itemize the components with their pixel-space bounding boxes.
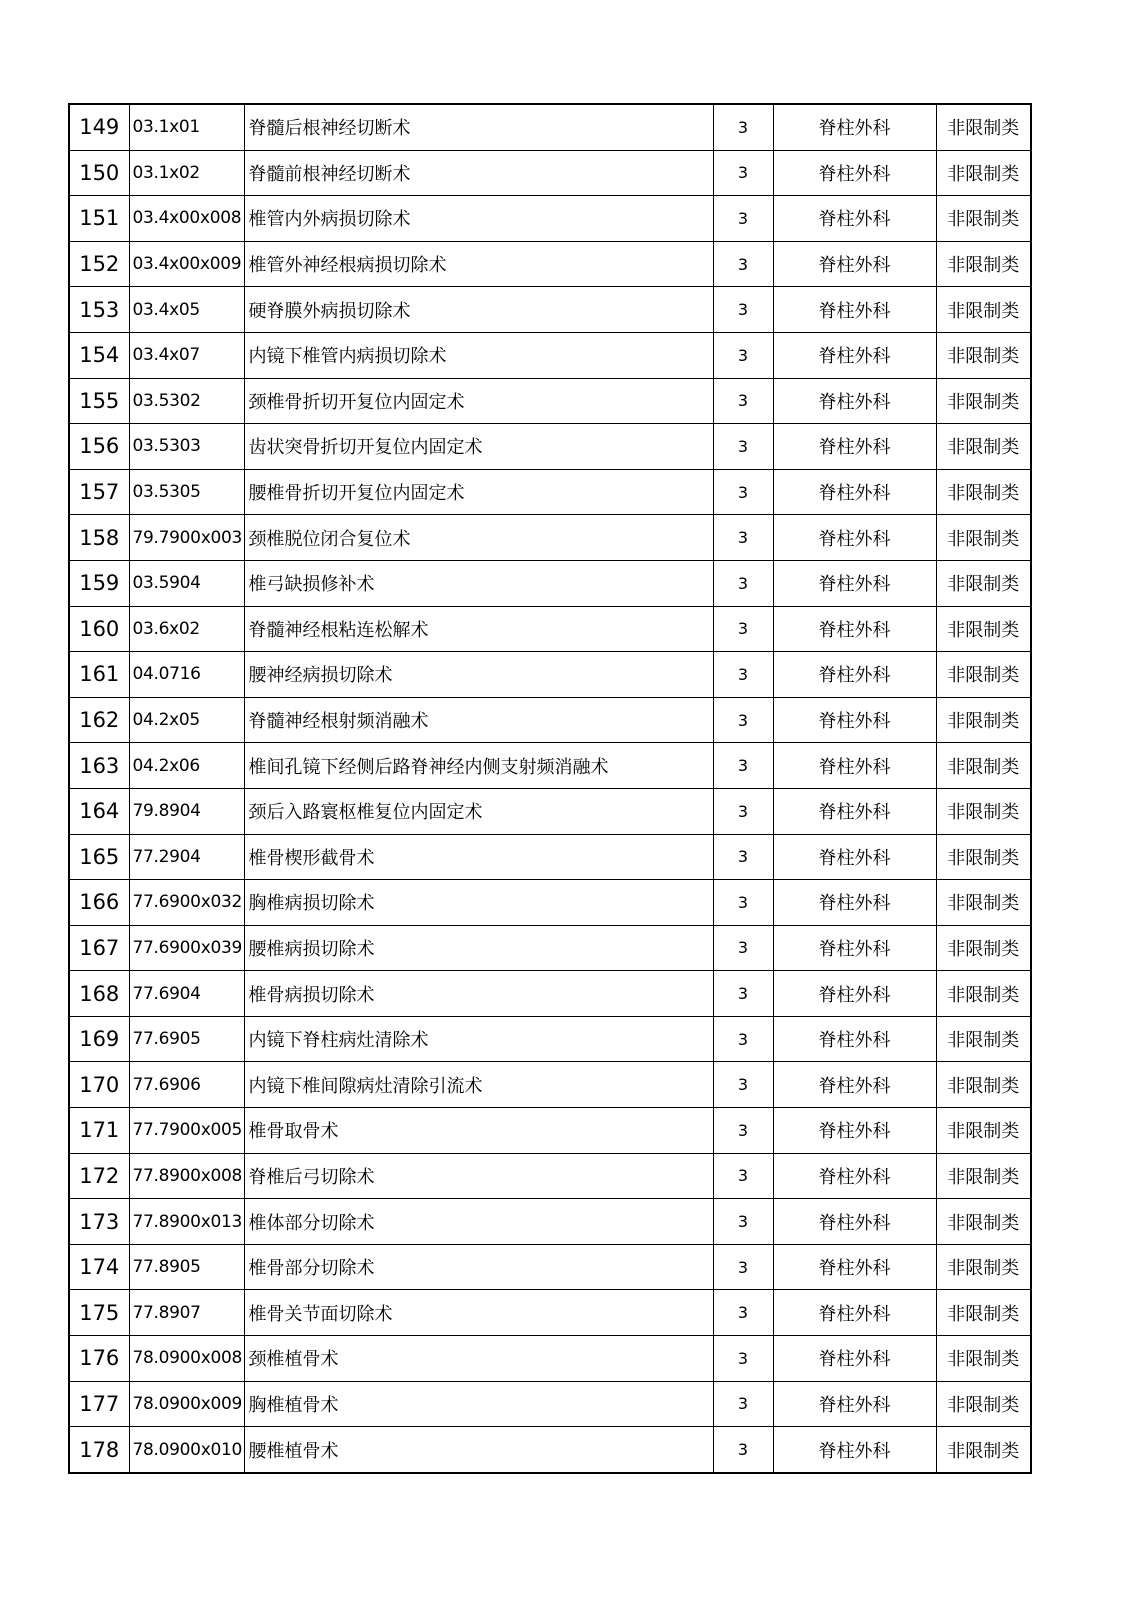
procedure-name-cell: 颈后入路寰枢椎复位内固定术 xyxy=(244,788,713,834)
procedure-name-cell: 椎骨取骨术 xyxy=(244,1108,713,1154)
table-row xyxy=(69,971,1031,1017)
department-cell: 脊柱外科 xyxy=(773,150,936,196)
procedure-level-cell: 3 xyxy=(713,788,773,834)
table-row xyxy=(69,880,1031,926)
procedure-name-cell: 胸椎植骨术 xyxy=(244,1381,713,1427)
management-category-cell: 非限制类 xyxy=(936,1381,1031,1427)
procedure-code-cell: 77.8907 xyxy=(129,1290,244,1336)
management-category-cell: 非限制类 xyxy=(936,241,1031,287)
row-number-cell: 155 xyxy=(69,378,129,424)
procedure-code-cell: 79.7900x003 xyxy=(129,515,244,561)
procedure-code-cell: 77.2904 xyxy=(129,834,244,880)
procedure-level-cell: 3 xyxy=(713,925,773,971)
management-category-cell: 非限制类 xyxy=(936,1290,1031,1336)
table-row xyxy=(69,1199,1031,1245)
management-category-cell: 非限制类 xyxy=(936,332,1031,378)
procedure-level-cell: 3 xyxy=(713,1016,773,1062)
procedure-name-cell: 胸椎病损切除术 xyxy=(244,880,713,926)
procedure-name-cell: 椎骨关节面切除术 xyxy=(244,1290,713,1336)
procedure-code-cell: 03.5305 xyxy=(129,469,244,515)
department-cell: 脊柱外科 xyxy=(773,378,936,424)
department-cell: 脊柱外科 xyxy=(773,606,936,652)
procedure-code-cell: 04.2x05 xyxy=(129,697,244,743)
management-category-cell: 非限制类 xyxy=(936,1427,1031,1473)
procedure-code-cell: 03.1x01 xyxy=(129,104,244,150)
procedure-level-cell: 3 xyxy=(713,971,773,1017)
row-number-cell: 163 xyxy=(69,743,129,789)
table-row xyxy=(69,652,1031,698)
row-number-cell: 173 xyxy=(69,1199,129,1245)
row-number-cell: 159 xyxy=(69,560,129,606)
management-category-cell: 非限制类 xyxy=(936,1336,1031,1382)
department-cell: 脊柱外科 xyxy=(773,743,936,789)
table-row xyxy=(69,1153,1031,1199)
procedure-level-cell: 3 xyxy=(713,1381,773,1427)
row-number-cell: 166 xyxy=(69,880,129,926)
row-number-cell: 161 xyxy=(69,652,129,698)
department-cell: 脊柱外科 xyxy=(773,788,936,834)
procedure-level-cell: 3 xyxy=(713,1108,773,1154)
management-category-cell: 非限制类 xyxy=(936,834,1031,880)
procedure-table-body xyxy=(69,104,1031,1473)
department-cell: 脊柱外科 xyxy=(773,1153,936,1199)
procedure-name-cell: 椎体部分切除术 xyxy=(244,1199,713,1245)
procedure-code-cell: 77.8905 xyxy=(129,1244,244,1290)
department-cell: 脊柱外科 xyxy=(773,971,936,1017)
procedure-name-cell: 椎骨部分切除术 xyxy=(244,1244,713,1290)
management-category-cell: 非限制类 xyxy=(936,469,1031,515)
management-category-cell: 非限制类 xyxy=(936,971,1031,1017)
procedure-name-cell: 内镜下脊柱病灶清除术 xyxy=(244,1016,713,1062)
procedure-code-cell: 78.0900x008 xyxy=(129,1336,244,1382)
management-category-cell: 非限制类 xyxy=(936,1244,1031,1290)
procedure-level-cell: 3 xyxy=(713,332,773,378)
department-cell: 脊柱外科 xyxy=(773,697,936,743)
management-category-cell: 非限制类 xyxy=(936,378,1031,424)
row-number-cell: 171 xyxy=(69,1108,129,1154)
procedure-name-cell: 内镜下椎管内病损切除术 xyxy=(244,332,713,378)
department-cell: 脊柱外科 xyxy=(773,424,936,470)
management-category-cell: 非限制类 xyxy=(936,560,1031,606)
procedure-level-cell: 3 xyxy=(713,560,773,606)
table-row xyxy=(69,150,1031,196)
procedure-code-cell: 77.6900x032 xyxy=(129,880,244,926)
department-cell: 脊柱外科 xyxy=(773,287,936,333)
row-number-cell: 168 xyxy=(69,971,129,1017)
procedure-name-cell: 硬脊膜外病损切除术 xyxy=(244,287,713,333)
department-cell: 脊柱外科 xyxy=(773,1336,936,1382)
row-number-cell: 152 xyxy=(69,241,129,287)
row-number-cell: 174 xyxy=(69,1244,129,1290)
management-category-cell: 非限制类 xyxy=(936,788,1031,834)
procedure-name-cell: 内镜下椎间隙病灶清除引流术 xyxy=(244,1062,713,1108)
department-cell: 脊柱外科 xyxy=(773,925,936,971)
department-cell: 脊柱外科 xyxy=(773,1016,936,1062)
procedure-level-cell: 3 xyxy=(713,1336,773,1382)
procedure-name-cell: 椎管内外病损切除术 xyxy=(244,196,713,242)
row-number-cell: 157 xyxy=(69,469,129,515)
procedure-name-cell: 椎间孔镜下经侧后路脊神经内侧支射频消融术 xyxy=(244,743,713,789)
department-cell: 脊柱外科 xyxy=(773,834,936,880)
procedure-code-cell: 03.1x02 xyxy=(129,150,244,196)
table-row xyxy=(69,1244,1031,1290)
procedure-name-cell: 腰椎病损切除术 xyxy=(244,925,713,971)
table-row xyxy=(69,1062,1031,1108)
table-row xyxy=(69,743,1031,789)
row-number-cell: 164 xyxy=(69,788,129,834)
management-category-cell: 非限制类 xyxy=(936,925,1031,971)
management-category-cell: 非限制类 xyxy=(936,606,1031,652)
row-number-cell: 149 xyxy=(69,104,129,150)
management-category-cell: 非限制类 xyxy=(936,424,1031,470)
procedure-name-cell: 椎弓缺损修补术 xyxy=(244,560,713,606)
management-category-cell: 非限制类 xyxy=(936,880,1031,926)
table-row xyxy=(69,515,1031,561)
row-number-cell: 154 xyxy=(69,332,129,378)
table-row xyxy=(69,925,1031,971)
procedure-name-cell: 颈椎脱位闭合复位术 xyxy=(244,515,713,561)
procedure-name-cell: 椎骨楔形截骨术 xyxy=(244,834,713,880)
procedure-level-cell: 3 xyxy=(713,241,773,287)
procedure-code-cell: 03.4x07 xyxy=(129,332,244,378)
management-category-cell: 非限制类 xyxy=(936,150,1031,196)
department-cell: 脊柱外科 xyxy=(773,332,936,378)
procedure-code-cell: 77.6904 xyxy=(129,971,244,1017)
management-category-cell: 非限制类 xyxy=(936,652,1031,698)
table-row xyxy=(69,469,1031,515)
procedure-code-cell: 03.4x00x008 xyxy=(129,196,244,242)
department-cell: 脊柱外科 xyxy=(773,104,936,150)
row-number-cell: 151 xyxy=(69,196,129,242)
procedure-name-cell: 颈椎骨折切开复位内固定术 xyxy=(244,378,713,424)
procedure-name-cell: 脊髓神经根粘连松解术 xyxy=(244,606,713,652)
procedure-code-cell: 03.5904 xyxy=(129,560,244,606)
management-category-cell: 非限制类 xyxy=(936,697,1031,743)
management-category-cell: 非限制类 xyxy=(936,1153,1031,1199)
table-row xyxy=(69,1381,1031,1427)
table-row xyxy=(69,196,1031,242)
procedure-code-cell: 78.0900x010 xyxy=(129,1427,244,1473)
table-row xyxy=(69,1427,1031,1473)
procedure-level-cell: 3 xyxy=(713,287,773,333)
department-cell: 脊柱外科 xyxy=(773,1427,936,1473)
table-row xyxy=(69,1016,1031,1062)
row-number-cell: 156 xyxy=(69,424,129,470)
procedure-level-cell: 3 xyxy=(713,515,773,561)
procedure-code-cell: 77.6900x039 xyxy=(129,925,244,971)
procedure-name-cell: 腰神经病损切除术 xyxy=(244,652,713,698)
row-number-cell: 167 xyxy=(69,925,129,971)
table-row xyxy=(69,606,1031,652)
procedure-level-cell: 3 xyxy=(713,196,773,242)
procedure-level-cell: 3 xyxy=(713,469,773,515)
row-number-cell: 172 xyxy=(69,1153,129,1199)
procedure-level-cell: 3 xyxy=(713,697,773,743)
department-cell: 脊柱外科 xyxy=(773,196,936,242)
procedure-code-cell: 78.0900x009 xyxy=(129,1381,244,1427)
management-category-cell: 非限制类 xyxy=(936,1108,1031,1154)
procedure-code-cell: 04.2x06 xyxy=(129,743,244,789)
procedure-level-cell: 3 xyxy=(713,1427,773,1473)
department-cell: 脊柱外科 xyxy=(773,1244,936,1290)
procedure-level-cell: 3 xyxy=(713,424,773,470)
procedure-level-cell: 3 xyxy=(713,1062,773,1108)
management-category-cell: 非限制类 xyxy=(936,743,1031,789)
procedure-name-cell: 腰椎植骨术 xyxy=(244,1427,713,1473)
procedure-name-cell: 脊髓后根神经切断术 xyxy=(244,104,713,150)
table-row xyxy=(69,104,1031,150)
table-row xyxy=(69,788,1031,834)
table-row xyxy=(69,834,1031,880)
procedure-code-cell: 03.4x05 xyxy=(129,287,244,333)
management-category-cell: 非限制类 xyxy=(936,515,1031,561)
procedure-code-cell: 03.6x02 xyxy=(129,606,244,652)
procedure-level-cell: 3 xyxy=(713,1244,773,1290)
procedure-code-cell: 03.5302 xyxy=(129,378,244,424)
table-row xyxy=(69,1108,1031,1154)
department-cell: 脊柱外科 xyxy=(773,1290,936,1336)
procedure-code-cell: 77.8900x008 xyxy=(129,1153,244,1199)
procedure-name-cell: 脊髓神经根射频消融术 xyxy=(244,697,713,743)
department-cell: 脊柱外科 xyxy=(773,1199,936,1245)
department-cell: 脊柱外科 xyxy=(773,560,936,606)
row-number-cell: 177 xyxy=(69,1381,129,1427)
department-cell: 脊柱外科 xyxy=(773,241,936,287)
procedure-code-cell: 03.5303 xyxy=(129,424,244,470)
procedure-name-cell: 椎骨病损切除术 xyxy=(244,971,713,1017)
department-cell: 脊柱外科 xyxy=(773,652,936,698)
department-cell: 脊柱外科 xyxy=(773,1381,936,1427)
row-number-cell: 170 xyxy=(69,1062,129,1108)
management-category-cell: 非限制类 xyxy=(936,104,1031,150)
procedure-level-cell: 3 xyxy=(713,1153,773,1199)
procedure-code-cell: 77.7900x005 xyxy=(129,1108,244,1154)
procedure-name-cell: 脊椎后弓切除术 xyxy=(244,1153,713,1199)
table-row xyxy=(69,378,1031,424)
table-row xyxy=(69,560,1031,606)
table-row xyxy=(69,1290,1031,1336)
procedure-code-cell: 04.0716 xyxy=(129,652,244,698)
procedure-code-cell: 77.6906 xyxy=(129,1062,244,1108)
procedure-level-cell: 3 xyxy=(713,1199,773,1245)
table-row xyxy=(69,287,1031,333)
procedure-level-cell: 3 xyxy=(713,743,773,789)
department-cell: 脊柱外科 xyxy=(773,880,936,926)
department-cell: 脊柱外科 xyxy=(773,1108,936,1154)
department-cell: 脊柱外科 xyxy=(773,469,936,515)
procedure-level-cell: 3 xyxy=(713,150,773,196)
procedure-name-cell: 脊髓前根神经切断术 xyxy=(244,150,713,196)
management-category-cell: 非限制类 xyxy=(936,1016,1031,1062)
procedure-level-cell: 3 xyxy=(713,880,773,926)
row-number-cell: 150 xyxy=(69,150,129,196)
row-number-cell: 176 xyxy=(69,1336,129,1382)
department-cell: 脊柱外科 xyxy=(773,515,936,561)
row-number-cell: 158 xyxy=(69,515,129,561)
procedure-table xyxy=(68,103,1032,1474)
management-category-cell: 非限制类 xyxy=(936,1062,1031,1108)
procedure-name-cell: 椎管外神经根病损切除术 xyxy=(244,241,713,287)
procedure-code-cell: 79.8904 xyxy=(129,788,244,834)
row-number-cell: 160 xyxy=(69,606,129,652)
procedure-code-cell: 77.8900x013 xyxy=(129,1199,244,1245)
procedure-level-cell: 3 xyxy=(713,834,773,880)
row-number-cell: 162 xyxy=(69,697,129,743)
procedure-code-cell: 03.4x00x009 xyxy=(129,241,244,287)
row-number-cell: 153 xyxy=(69,287,129,333)
management-category-cell: 非限制类 xyxy=(936,287,1031,333)
procedure-level-cell: 3 xyxy=(713,1290,773,1336)
procedure-name-cell: 齿状突骨折切开复位内固定术 xyxy=(244,424,713,470)
procedure-name-cell: 腰椎骨折切开复位内固定术 xyxy=(244,469,713,515)
row-number-cell: 175 xyxy=(69,1290,129,1336)
table-row xyxy=(69,1336,1031,1382)
procedure-level-cell: 3 xyxy=(713,652,773,698)
row-number-cell: 169 xyxy=(69,1016,129,1062)
table-row xyxy=(69,241,1031,287)
procedure-level-cell: 3 xyxy=(713,378,773,424)
department-cell: 脊柱外科 xyxy=(773,1062,936,1108)
management-category-cell: 非限制类 xyxy=(936,1199,1031,1245)
row-number-cell: 165 xyxy=(69,834,129,880)
procedure-level-cell: 3 xyxy=(713,606,773,652)
table-row xyxy=(69,697,1031,743)
procedure-code-cell: 77.6905 xyxy=(129,1016,244,1062)
procedure-level-cell: 3 xyxy=(713,104,773,150)
table-row xyxy=(69,424,1031,470)
procedure-name-cell: 颈椎植骨术 xyxy=(244,1336,713,1382)
row-number-cell: 178 xyxy=(69,1427,129,1473)
management-category-cell: 非限制类 xyxy=(936,196,1031,242)
table-row xyxy=(69,332,1031,378)
